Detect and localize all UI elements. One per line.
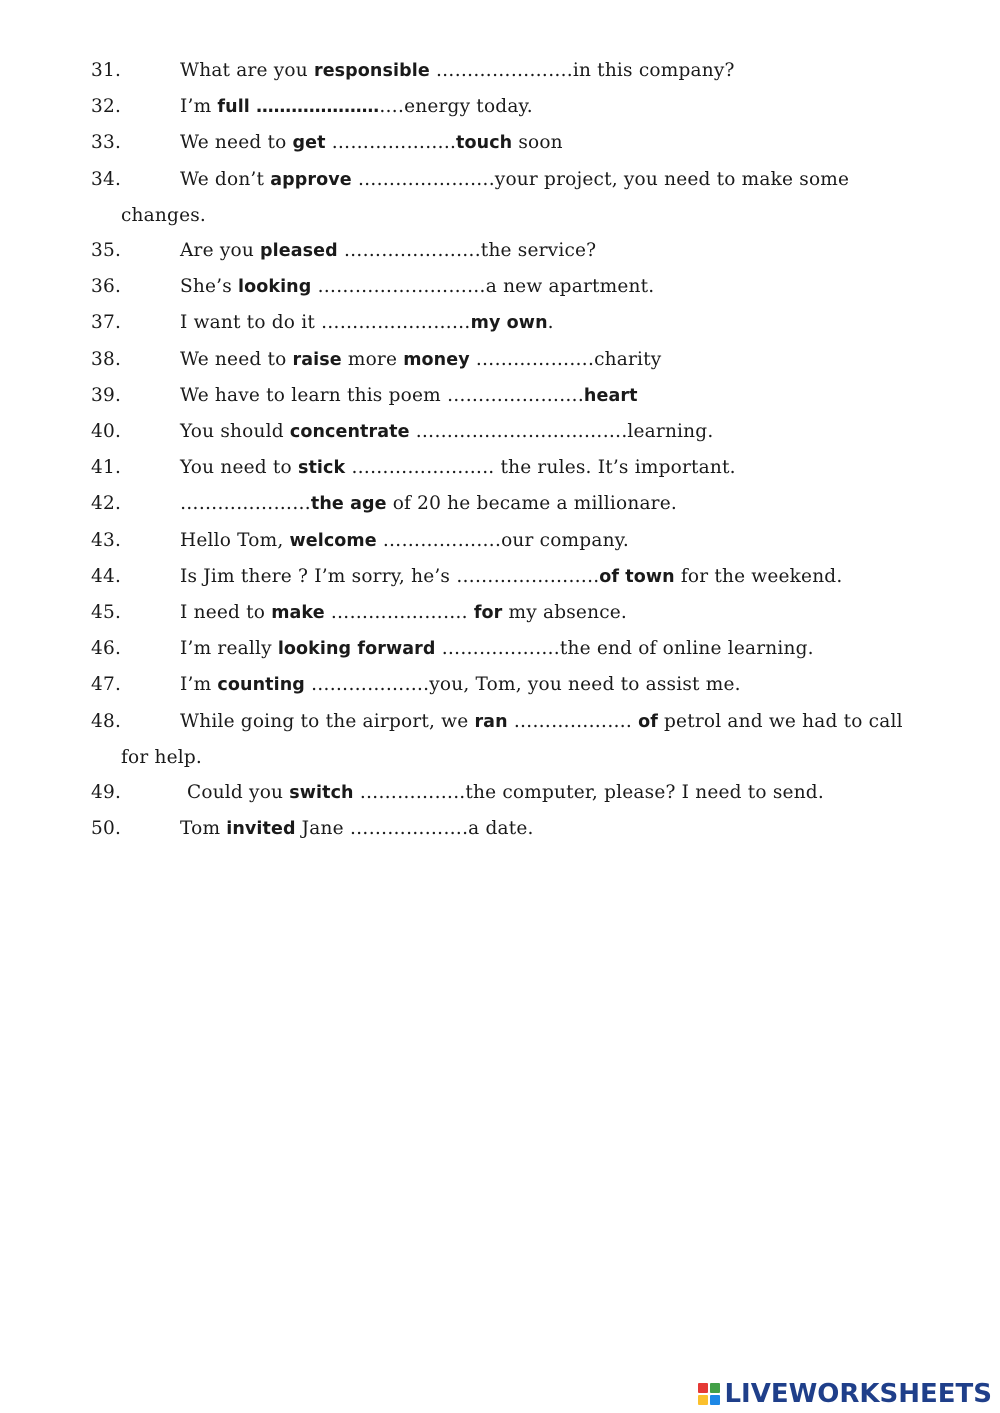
- question-item: [0, 486, 1000, 522]
- question-segment: We need to: [180, 132, 293, 154]
- logo-tile: [698, 1383, 708, 1393]
- keyword-bold: of town: [599, 566, 675, 587]
- question-item: [0, 378, 1000, 414]
- question-number: 39.: [91, 384, 122, 406]
- keyword-bold: get: [292, 133, 326, 154]
- keyword-bold: approve: [270, 169, 352, 190]
- question-segment: of 20 he became a millionare.: [386, 493, 677, 515]
- liveworksheets-logo[interactable]: [698, 1379, 992, 1409]
- question-number: 31.: [91, 60, 122, 81]
- question-segment: Could you: [187, 782, 290, 804]
- question-item: [0, 89, 1000, 125]
- question-text: [0, 595, 1000, 631]
- question-segment: I’m really: [180, 638, 278, 660]
- keyword-bold: of: [638, 711, 658, 732]
- question-item: [0, 233, 1000, 269]
- question-segment: I’m: [180, 674, 218, 696]
- question-text: [0, 89, 1000, 125]
- question-item: [0, 559, 1000, 595]
- question-item: [0, 595, 1000, 631]
- logo-tile: [698, 1395, 708, 1405]
- question-text: [0, 378, 1000, 414]
- keyword-bold: pleased: [260, 241, 338, 262]
- question-segment: What are you: [180, 60, 314, 81]
- question-number: 37.: [91, 312, 122, 334]
- question-segment: ………………….your project, you need to make some changes.: [121, 168, 850, 226]
- question-segment: my absence.: [502, 602, 627, 624]
- question-segment: petrol and we had to call for help.: [121, 710, 903, 768]
- question-segment: for the weekend.: [674, 565, 843, 587]
- question-text: [0, 523, 1000, 559]
- question-segment: We have to learn this poem ………………….: [180, 384, 584, 406]
- question-item: [0, 811, 1000, 847]
- logo-tile: [710, 1395, 720, 1405]
- question-segment: …………………: [180, 493, 311, 515]
- question-text: [0, 125, 1000, 161]
- question-number: 34.: [91, 168, 122, 190]
- question-segment: ……………….the end of online learning.: [435, 638, 814, 660]
- question-number: 32.: [91, 96, 122, 118]
- keyword-bold: looking forward: [277, 639, 436, 660]
- question-segment: ……………..the computer, please? I need to send.: [353, 782, 824, 804]
- question-text: [0, 811, 1000, 847]
- question-text: [0, 305, 1000, 341]
- question-number: 40.: [91, 421, 122, 443]
- question-item: [0, 631, 1000, 667]
- question-number: 38.: [91, 348, 122, 370]
- question-number: 46.: [91, 638, 122, 660]
- question-segment: ……………….our company.: [376, 529, 629, 551]
- keyword-bold: responsible: [313, 61, 430, 81]
- question-segment: I need to: [180, 602, 272, 624]
- question-text: [0, 233, 1000, 269]
- worksheet-questions: [0, 53, 1000, 847]
- question-item: [0, 667, 1000, 703]
- keyword-bold: welcome: [289, 530, 377, 551]
- question-segment: soon: [512, 132, 563, 154]
- logo-tiles-icon: [698, 1383, 720, 1405]
- question-segment: Jane ……………….a date.: [295, 818, 534, 840]
- question-segment: I want to do it ……………………: [180, 312, 471, 334]
- keyword-bold: counting: [217, 675, 305, 696]
- keyword-bold: the age: [310, 494, 387, 515]
- question-segment: We need to: [180, 348, 293, 370]
- keyword-bold: looking: [238, 277, 312, 298]
- question-number: 47.: [91, 674, 122, 696]
- question-item: [0, 414, 1000, 450]
- keyword-bold: stick: [297, 458, 346, 479]
- keyword-bold: raise: [292, 349, 342, 370]
- question-segment: ………………..: [325, 132, 457, 154]
- question-segment: …………………………….learning.: [409, 421, 714, 443]
- question-number: 48.: [91, 710, 122, 732]
- question-text: [0, 631, 1000, 667]
- question-segment: While going to the airport, we: [180, 710, 475, 732]
- question-number: 36.: [91, 276, 122, 298]
- question-number: 35.: [91, 240, 122, 262]
- question-text: [0, 414, 1000, 450]
- keyword-bold: concentrate: [289, 422, 410, 443]
- question-item: [0, 162, 1000, 233]
- question-item: [0, 704, 1000, 775]
- question-segment: ………………………a new apartment.: [311, 276, 655, 298]
- question-text: [0, 704, 1000, 775]
- question-number: 45.: [91, 602, 122, 624]
- question-segment: ……………….charity: [469, 348, 662, 370]
- question-text: [0, 486, 1000, 522]
- logo-tile: [710, 1383, 720, 1393]
- question-number: 41.: [91, 457, 122, 479]
- question-text: [0, 269, 1000, 305]
- question-segment: ………………….: [324, 602, 474, 624]
- question-segment: ….energy today.: [379, 96, 533, 118]
- question-segment: Are you: [180, 240, 261, 262]
- question-item: [0, 523, 1000, 559]
- question-text: [0, 775, 1000, 811]
- keyword-bold: heart: [583, 385, 638, 406]
- question-segment: You need to: [180, 457, 298, 479]
- question-number: 43.: [91, 529, 122, 551]
- question-text: [0, 450, 1000, 486]
- question-segment: Is Jim there ? I’m sorry, he’s …………………..: [180, 565, 600, 587]
- keyword-bold: ran: [474, 711, 508, 732]
- question-segment: more: [341, 348, 404, 370]
- question-item: [0, 269, 1000, 305]
- question-item: [0, 342, 1000, 378]
- keyword-bold: full …………………: [217, 97, 380, 118]
- keyword-bold: make: [271, 603, 325, 624]
- keyword-bold: switch: [289, 783, 354, 804]
- question-number: 42.: [91, 493, 122, 515]
- question-item: [0, 305, 1000, 341]
- question-segment: ……………….you, Tom, you need to assist me.: [304, 674, 741, 696]
- question-item: [0, 125, 1000, 161]
- keyword-bold: for: [473, 603, 503, 624]
- keyword-bold: touch: [456, 133, 513, 154]
- question-text: [0, 559, 1000, 595]
- question-item: [0, 450, 1000, 486]
- question-number: 44.: [91, 565, 122, 587]
- question-text: [0, 162, 1000, 233]
- question-text: [0, 342, 1000, 378]
- keyword-bold: invited: [226, 819, 296, 840]
- keyword-bold: money: [403, 349, 470, 370]
- question-segment: ………………….. the rules. It’s important.: [345, 457, 736, 479]
- question-text: [0, 667, 1000, 703]
- question-segment: Hello Tom,: [180, 529, 290, 551]
- question-segment: ………………….the service?: [337, 240, 597, 262]
- question-number: 49.: [91, 782, 122, 804]
- question-item: [0, 53, 1000, 89]
- logo-wordmark: LIVEWORKSHEETS: [724, 1379, 992, 1409]
- question-segment: ……………….: [507, 710, 639, 732]
- keyword-bold: my own: [470, 313, 548, 334]
- question-segment: ………………….in this company?: [429, 60, 735, 81]
- question-text: [0, 53, 1000, 89]
- question-segment: .: [547, 312, 554, 334]
- question-segment: Tom: [180, 818, 227, 840]
- question-segment: We don’t: [180, 168, 271, 190]
- question-item: [0, 775, 1000, 811]
- question-segment: She’s: [180, 276, 238, 298]
- question-number: 50.: [91, 818, 122, 840]
- question-number: 33.: [91, 132, 122, 154]
- question-segment: I’m: [180, 96, 218, 118]
- question-segment: You should: [180, 421, 290, 443]
